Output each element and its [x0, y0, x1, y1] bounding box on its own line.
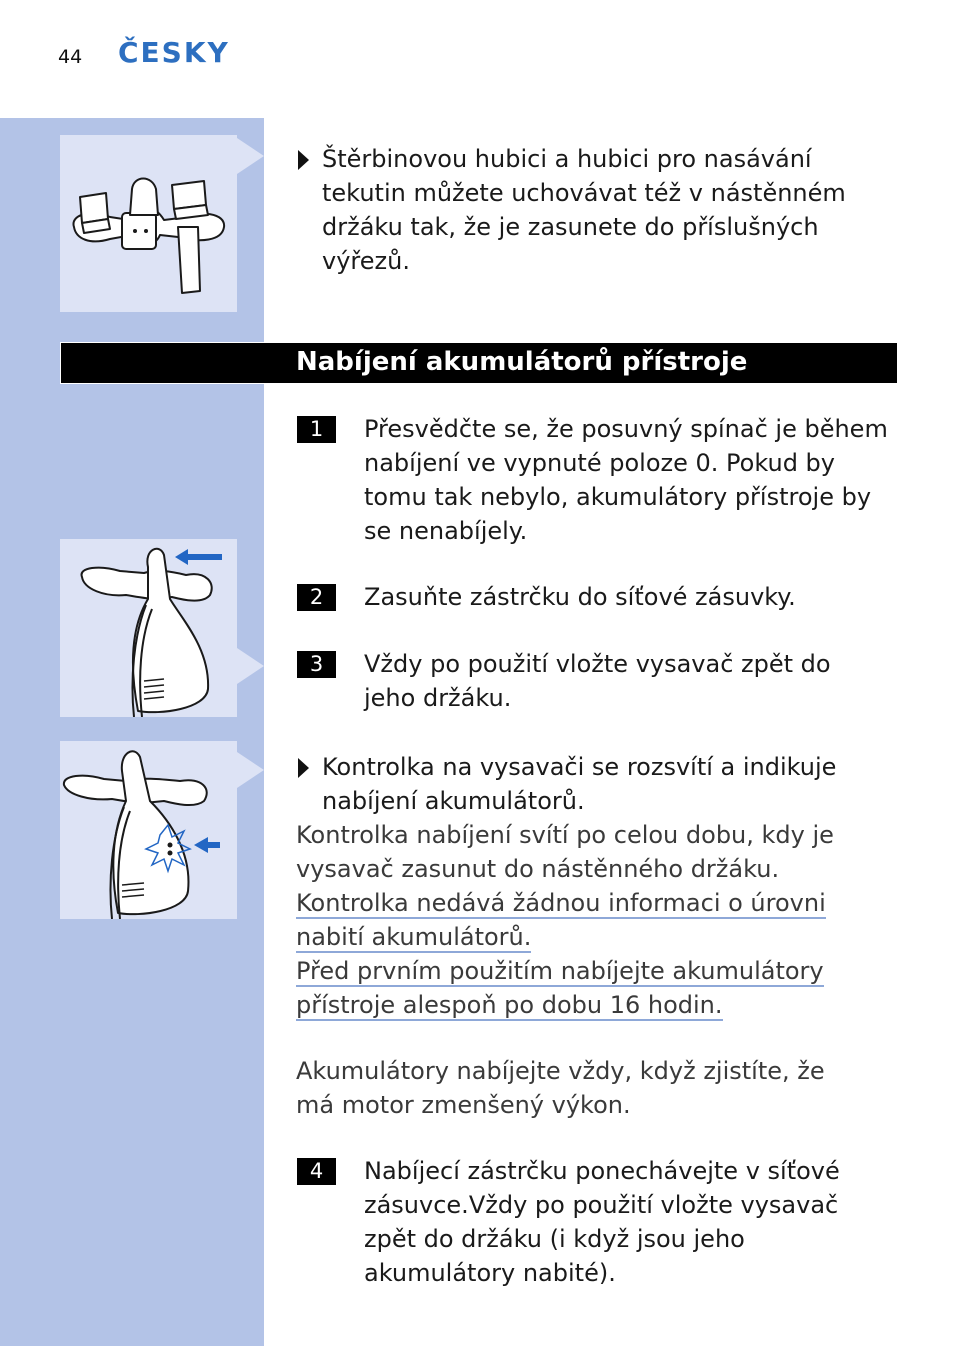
bullet-icon [298, 150, 309, 170]
step-text: Přesvědčte se, že posuvný spínač je během nabíjení ve vypnuté poloze 0. Pokud by tomu tak nebylo, akumulátory přístroje by se nenabíjely. [364, 415, 888, 545]
step-text: Vždy po použití vložte vysavač zpět do jeho držáku. [364, 650, 831, 712]
step-text: Zasuňte zástrčku do síťové zásuvky. [364, 583, 796, 611]
wall-holder-drawing [60, 135, 237, 312]
info-first-charge-line: Před prvním použitím nabíjejte akumulátory [296, 957, 824, 985]
arrow-left-icon [175, 549, 222, 565]
page-number: 44 [58, 46, 83, 68]
illustration-vacuum-insert [60, 539, 237, 717]
step-number: 3 [297, 651, 336, 678]
section-title: Nabíjení akumulátorů přístroje [296, 347, 748, 377]
step-number: 1 [297, 416, 336, 443]
storage-note-bullet: Štěrbinovou hubici a hubici pro nasávání tekutin můžete uchovávat též v nástěnném držáku tak, že je zasunete do příslušných výřezů. [322, 145, 846, 275]
step-text: Nabíjecí zástrčku ponechávejte v síťové zásuvce.Vždy po použití vložte vysavač zpět do držáku (i když jsou jeho akumulátory nabité). [364, 1157, 840, 1287]
vacuum-charging-drawing [60, 741, 237, 919]
step-number: 4 [297, 1158, 336, 1185]
step-number: 2 [297, 584, 336, 611]
vacuum-holder-drawing [60, 539, 237, 717]
language-heading: ČESKY [118, 36, 230, 69]
pointer-notch [237, 752, 264, 788]
info-no-level-line: nabití akumulátorů. [296, 923, 532, 951]
illustration-wall-holder [60, 135, 237, 312]
bullet-icon [298, 758, 309, 778]
illustration-charging-light [60, 741, 237, 919]
arrow-left-icon [194, 837, 220, 853]
info-recharge-tip: Akumulátory nabíjejte vždy, když zjistíte, že má motor zmenšený výkon. [296, 1057, 825, 1119]
info-first-charge-line: přístroje alespoň po dobu 16 hodin. [296, 991, 723, 1019]
info-light-duration: Kontrolka nabíjení svítí po celou dobu, kdy je vysavač zasunut do nástěnného držáku. [296, 821, 834, 883]
info-no-level-line: Kontrolka nedává žádnou informaci o úrovni [296, 889, 826, 917]
pointer-notch [237, 648, 264, 684]
pointer-notch [237, 138, 264, 174]
indicator-bullet: Kontrolka na vysavači se rozsvítí a indikuje nabíjení akumulátorů. [322, 753, 837, 815]
